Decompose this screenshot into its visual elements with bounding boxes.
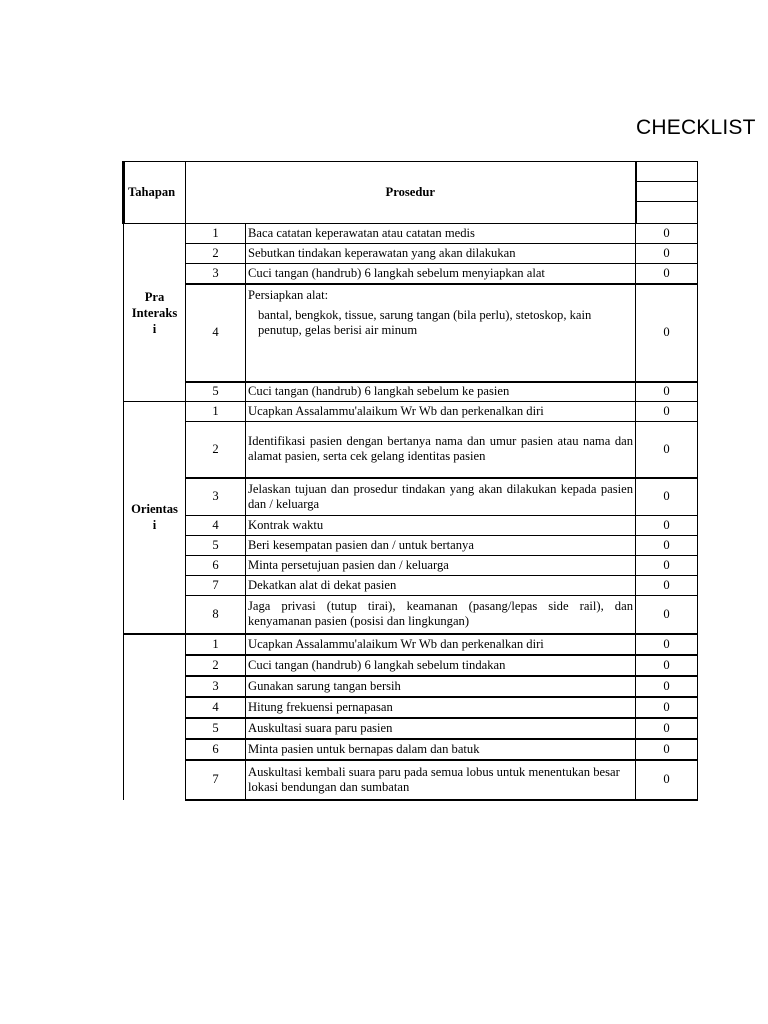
table-row	[124, 634, 698, 655]
step-text	[246, 284, 636, 382]
step-number: 8	[186, 596, 246, 634]
step-score: 0	[636, 536, 698, 556]
step-score: 0	[636, 478, 698, 516]
step-score: 0	[636, 382, 698, 402]
step-text: Hitung frekuensi pernapasan	[246, 697, 636, 718]
step-score: 0	[636, 264, 698, 284]
table-row	[124, 676, 698, 697]
table-row	[124, 284, 698, 382]
step-score: 0	[636, 402, 698, 422]
step-number: 5	[186, 718, 246, 739]
table-row	[124, 655, 698, 676]
step-number: 1	[186, 634, 246, 655]
table-row	[124, 224, 698, 244]
step-score: 0	[636, 760, 698, 800]
step-score: 0	[636, 676, 698, 697]
step-score: 0	[636, 224, 698, 244]
table-row	[124, 402, 698, 422]
header-tahapan: Tahapan	[124, 162, 186, 224]
table-row	[124, 516, 698, 536]
step-number: 7	[186, 760, 246, 800]
table-row	[124, 697, 698, 718]
step-text-detail: bantal, bengkok, tissue, sarung tangan (bila perlu), stetoskop, kain penutup, gelas berisi air minum	[258, 307, 592, 337]
table-header-row	[124, 162, 698, 224]
step-number: 2	[186, 422, 246, 478]
table-row	[124, 264, 698, 284]
table-row	[124, 422, 698, 478]
step-text: Dekatkan alat di dekat pasien	[246, 576, 636, 596]
step-score: 0	[636, 596, 698, 634]
step-text: Kontrak waktu	[246, 516, 636, 536]
step-text: Cuci tangan (handrub) 6 langkah sebelum tindakan	[246, 655, 636, 676]
step-text: Sebutkan tindakan keperawatan yang akan dilakukan	[246, 244, 636, 264]
table-row	[124, 244, 698, 264]
step-score: 0	[636, 244, 698, 264]
checklist-table-viewport	[122, 161, 698, 811]
step-text: Identifikasi pasien dengan bertanya nama dan umur pasien atau nama dan alamat pasien, serta cek gelang identitas pasien	[246, 422, 636, 478]
step-score: 0	[636, 422, 698, 478]
step-text: Cuci tangan (handrub) 6 langkah sebelum menyiapkan alat	[246, 264, 636, 284]
step-number: 4	[186, 516, 246, 536]
step-number: 3	[186, 478, 246, 516]
step-number: 2	[186, 244, 246, 264]
table-row	[124, 478, 698, 516]
step-text: Baca catatan keperawatan atau catatan medis	[246, 224, 636, 244]
table-row	[124, 556, 698, 576]
step-number: 3	[186, 264, 246, 284]
table-row	[124, 739, 698, 760]
step-number: 5	[186, 382, 246, 402]
section-unlabeled	[124, 634, 186, 800]
step-number: 6	[186, 556, 246, 576]
step-text: Ucapkan Assalammu'alaikum Wr Wb dan perkenalkan diri	[246, 634, 636, 655]
table-row	[124, 536, 698, 556]
table-row	[124, 718, 698, 739]
step-text: Ucapkan Assalammu'alaikum Wr Wb dan perkenalkan diri	[246, 402, 636, 422]
page-title: CHECKLIST	[636, 116, 756, 139]
step-number: 3	[186, 676, 246, 697]
step-text: Auskultasi suara paru pasien	[246, 718, 636, 739]
table-row	[124, 382, 698, 402]
table-row	[124, 596, 698, 634]
step-number: 4	[186, 697, 246, 718]
step-text: Beri kesempatan pasien dan / untuk bertanya	[246, 536, 636, 556]
step-score: 0	[636, 697, 698, 718]
step-number: 5	[186, 536, 246, 556]
step-text: Minta persetujuan pasien dan / keluarga	[246, 556, 636, 576]
step-number: 6	[186, 739, 246, 760]
section-pra-interaksi: Pra Interaks i	[124, 224, 186, 402]
step-text: Gunakan sarung tangan bersih	[246, 676, 636, 697]
step-score: 0	[636, 739, 698, 760]
step-number: 4	[186, 284, 246, 382]
step-text-main: Persiapkan alat:	[248, 287, 329, 302]
header-score-columns	[636, 162, 698, 224]
step-text: Jelaskan tujuan dan prosedur tindakan yang akan dilakukan kepada pasien dan / keluarga	[246, 478, 636, 516]
step-text: Auskultasi kembali suara paru pada semua lobus untuk menentukan besar lokasi bendungan dan sumbatan	[246, 760, 636, 800]
section-orientasi: Orientas i	[124, 402, 186, 634]
step-score: 0	[636, 655, 698, 676]
step-number: 7	[186, 576, 246, 596]
step-number: 2	[186, 655, 246, 676]
step-score: 0	[636, 556, 698, 576]
step-score: 0	[636, 576, 698, 596]
step-text: Cuci tangan (handrub) 6 langkah sebelum ke pasien	[246, 382, 636, 402]
table-row	[124, 576, 698, 596]
step-text: Minta pasien untuk bernapas dalam dan batuk	[246, 739, 636, 760]
step-score: 0	[636, 718, 698, 739]
step-score: 0	[636, 516, 698, 536]
step-number: 1	[186, 402, 246, 422]
checklist-table	[122, 161, 698, 801]
step-text: Jaga privasi (tutup tirai), keamanan (pasang/lepas side rail), dan kenyamanan pasien (posisi dan lingkungan)	[246, 596, 636, 634]
table-row	[124, 760, 698, 800]
header-prosedur: Prosedur	[186, 162, 636, 224]
step-number: 1	[186, 224, 246, 244]
step-score: 0	[636, 634, 698, 655]
step-score: 0	[636, 284, 698, 382]
